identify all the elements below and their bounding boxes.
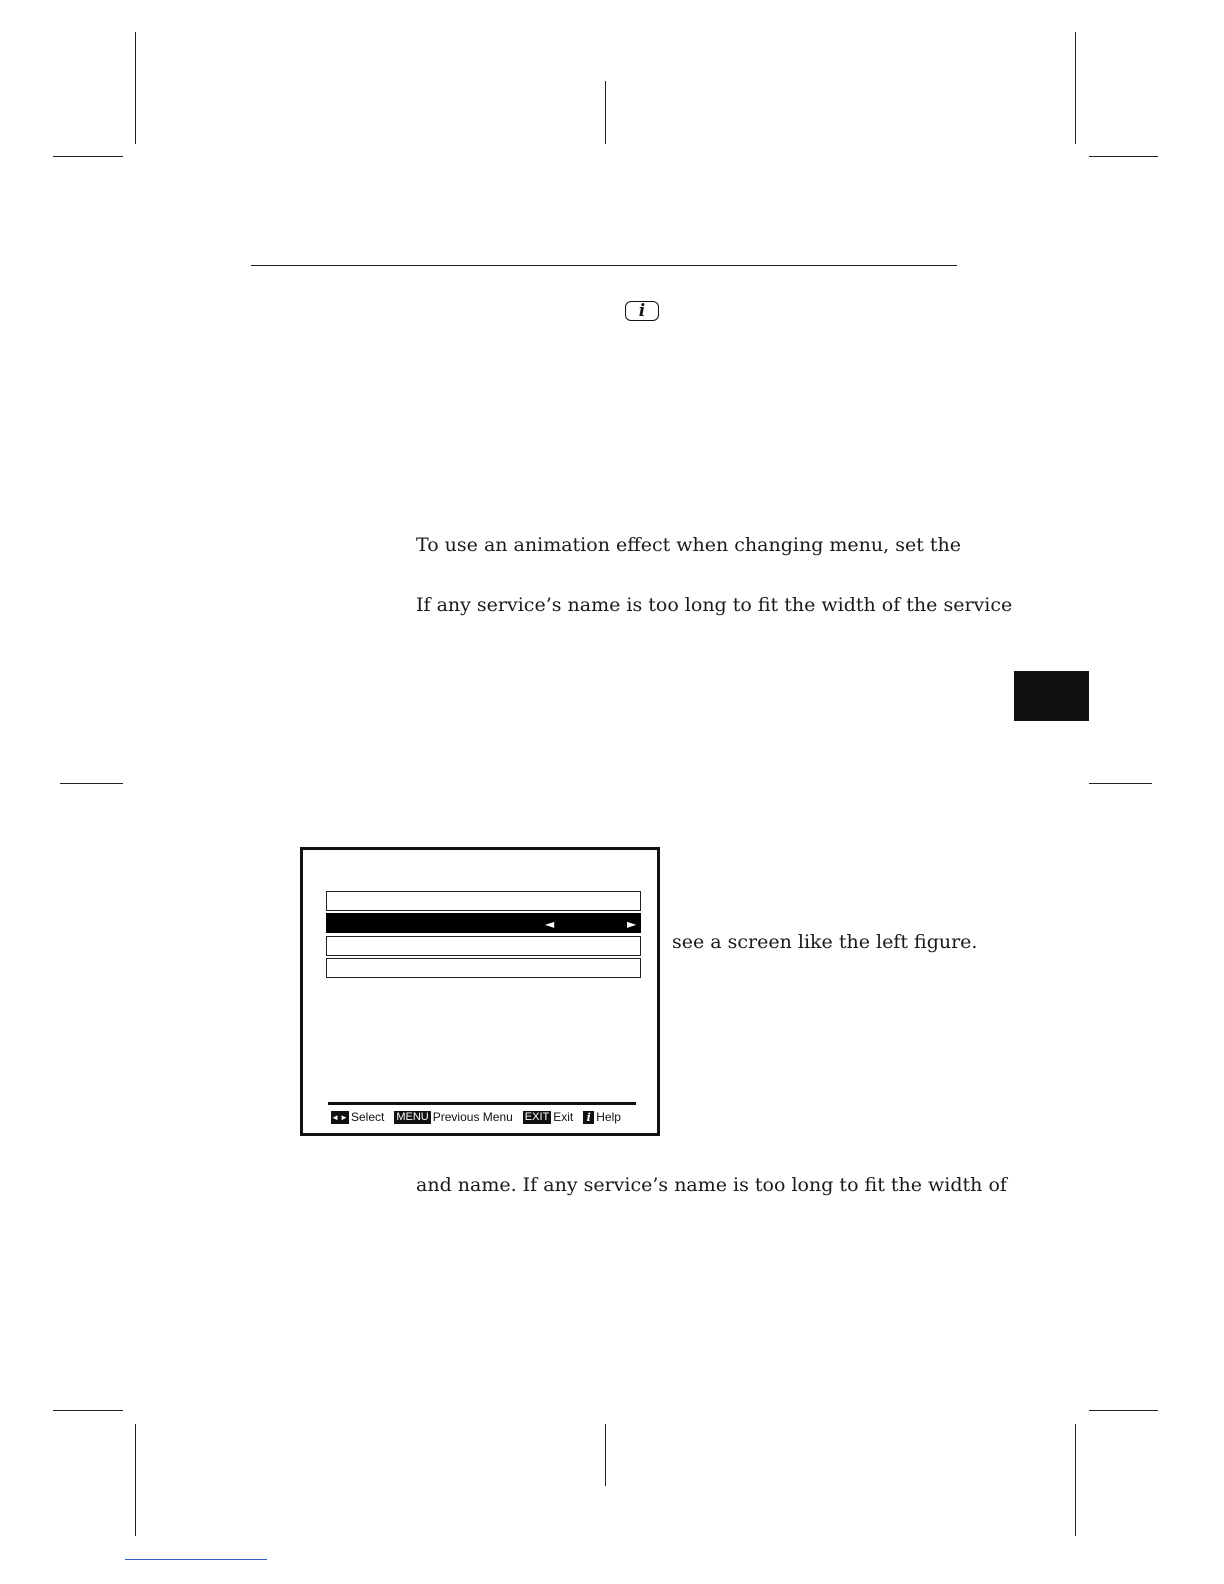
osd-menu-figure: [300, 847, 660, 1136]
link-underline[interactable]: [125, 1559, 267, 1560]
menu-row-selected[interactable]: [326, 913, 641, 933]
paragraph-figure-caption: see a screen like the left figure.: [672, 931, 978, 953]
crop-mark: [1089, 783, 1152, 784]
crop-mark: [605, 1424, 606, 1486]
help-info-icon: i: [583, 1111, 594, 1124]
menu-row[interactable]: [326, 891, 641, 911]
footer-divider: [328, 1102, 636, 1105]
info-icon-glyph: i: [638, 300, 646, 321]
osd-footer: [331, 1109, 631, 1125]
crop-mark: [135, 32, 136, 144]
paragraph-service-name: If any service’s name is too long to fit the width of the service: [416, 594, 1013, 616]
left-arrow-icon[interactable]: ◄: [545, 917, 555, 931]
select-key-icon: ◄►: [331, 1112, 349, 1122]
previous-menu-label: Previous Menu: [432, 1110, 513, 1124]
crop-mark: [605, 81, 606, 144]
paragraph-and-name: and name. If any service’s name is too long to fit the width of: [416, 1174, 1007, 1196]
help-label: Help: [596, 1110, 621, 1124]
crop-mark: [1075, 1424, 1076, 1536]
menu-row[interactable]: [326, 958, 641, 978]
chapter-tab: [1014, 671, 1089, 721]
crop-mark: [1089, 156, 1158, 157]
select-label: Select: [351, 1110, 385, 1124]
paragraph-animation: To use an animation effect when changing menu, set the: [416, 534, 962, 556]
crop-mark: [1089, 1410, 1158, 1411]
exit-key: EXIT: [524, 1110, 550, 1123]
right-arrow-icon[interactable]: ►: [627, 917, 637, 931]
crop-mark: [135, 1424, 136, 1536]
crop-mark: [53, 1410, 123, 1411]
crop-mark: [53, 156, 123, 157]
menu-key: MENU: [396, 1110, 429, 1123]
exit-label: Exit: [553, 1110, 574, 1124]
header-rule: [251, 265, 957, 266]
crop-mark: [60, 783, 123, 784]
crop-mark: [1075, 32, 1076, 144]
info-icon: [625, 301, 659, 321]
menu-row[interactable]: [326, 936, 641, 956]
